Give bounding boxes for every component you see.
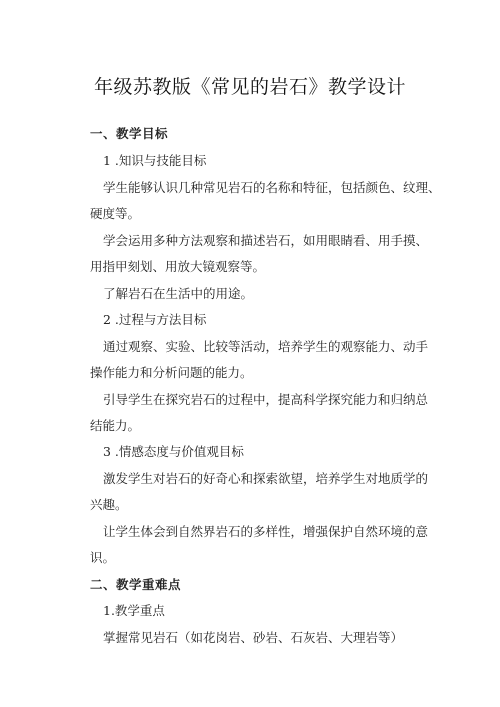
section-heading-key-points: 二、教学重难点 (90, 577, 182, 592)
subheading-process-methods: 2 .过程与方法目标 (103, 312, 207, 327)
subheading-attitudes-values: 3 .情感态度与价值观目标 (103, 444, 244, 459)
section-heading-objectives: 一、教学目标 (90, 126, 169, 141)
paragraph-line: 了解岩石在生活中的用途。 (103, 286, 254, 301)
paragraph-line: 结能力。 (90, 418, 141, 433)
paragraph-line: 激发学生对岩石的好奇心和探索欲望，培养学生对地质学的 (103, 471, 429, 486)
paragraph-line: 让学生体会到自然界岩石的多样性，增强保护自然环境的意 (103, 524, 429, 539)
paragraph-line: 兴趣。 (90, 497, 128, 512)
paragraph-line: 硬度等。 (90, 206, 141, 221)
paragraph-line: 用指甲刻划、用放大镜观察等。 (90, 259, 266, 274)
paragraph-line: 操作能力和分析问题的能力。 (90, 365, 253, 380)
paragraph-line: 学生能够认识几种常见岩石的名称和特征，包括颜色、纹理、 (103, 180, 441, 195)
paragraph-line: 学会运用多种方法观察和描述岩石，如用眼睛看、用手摸、 (103, 233, 429, 248)
paragraph-line: 识。 (90, 550, 116, 565)
subheading-teaching-focus: 1.教学重点 (103, 603, 165, 618)
paragraph-line: 掌握常见岩石（如花岗岩、砂岩、石灰岩、大理岩等） (103, 630, 404, 645)
document-title: 年级苏教版《常见的岩石》教学设计 (93, 76, 406, 98)
paragraph-line: 引导学生在探究岩石的过程中，提高科学探究能力和归纳总 (103, 392, 429, 407)
subheading-knowledge-skills: 1 .知识与技能目标 (103, 153, 207, 168)
paragraph-line: 通过观察、实验、比较等活动，培养学生的观察能力、动手 (103, 339, 429, 354)
